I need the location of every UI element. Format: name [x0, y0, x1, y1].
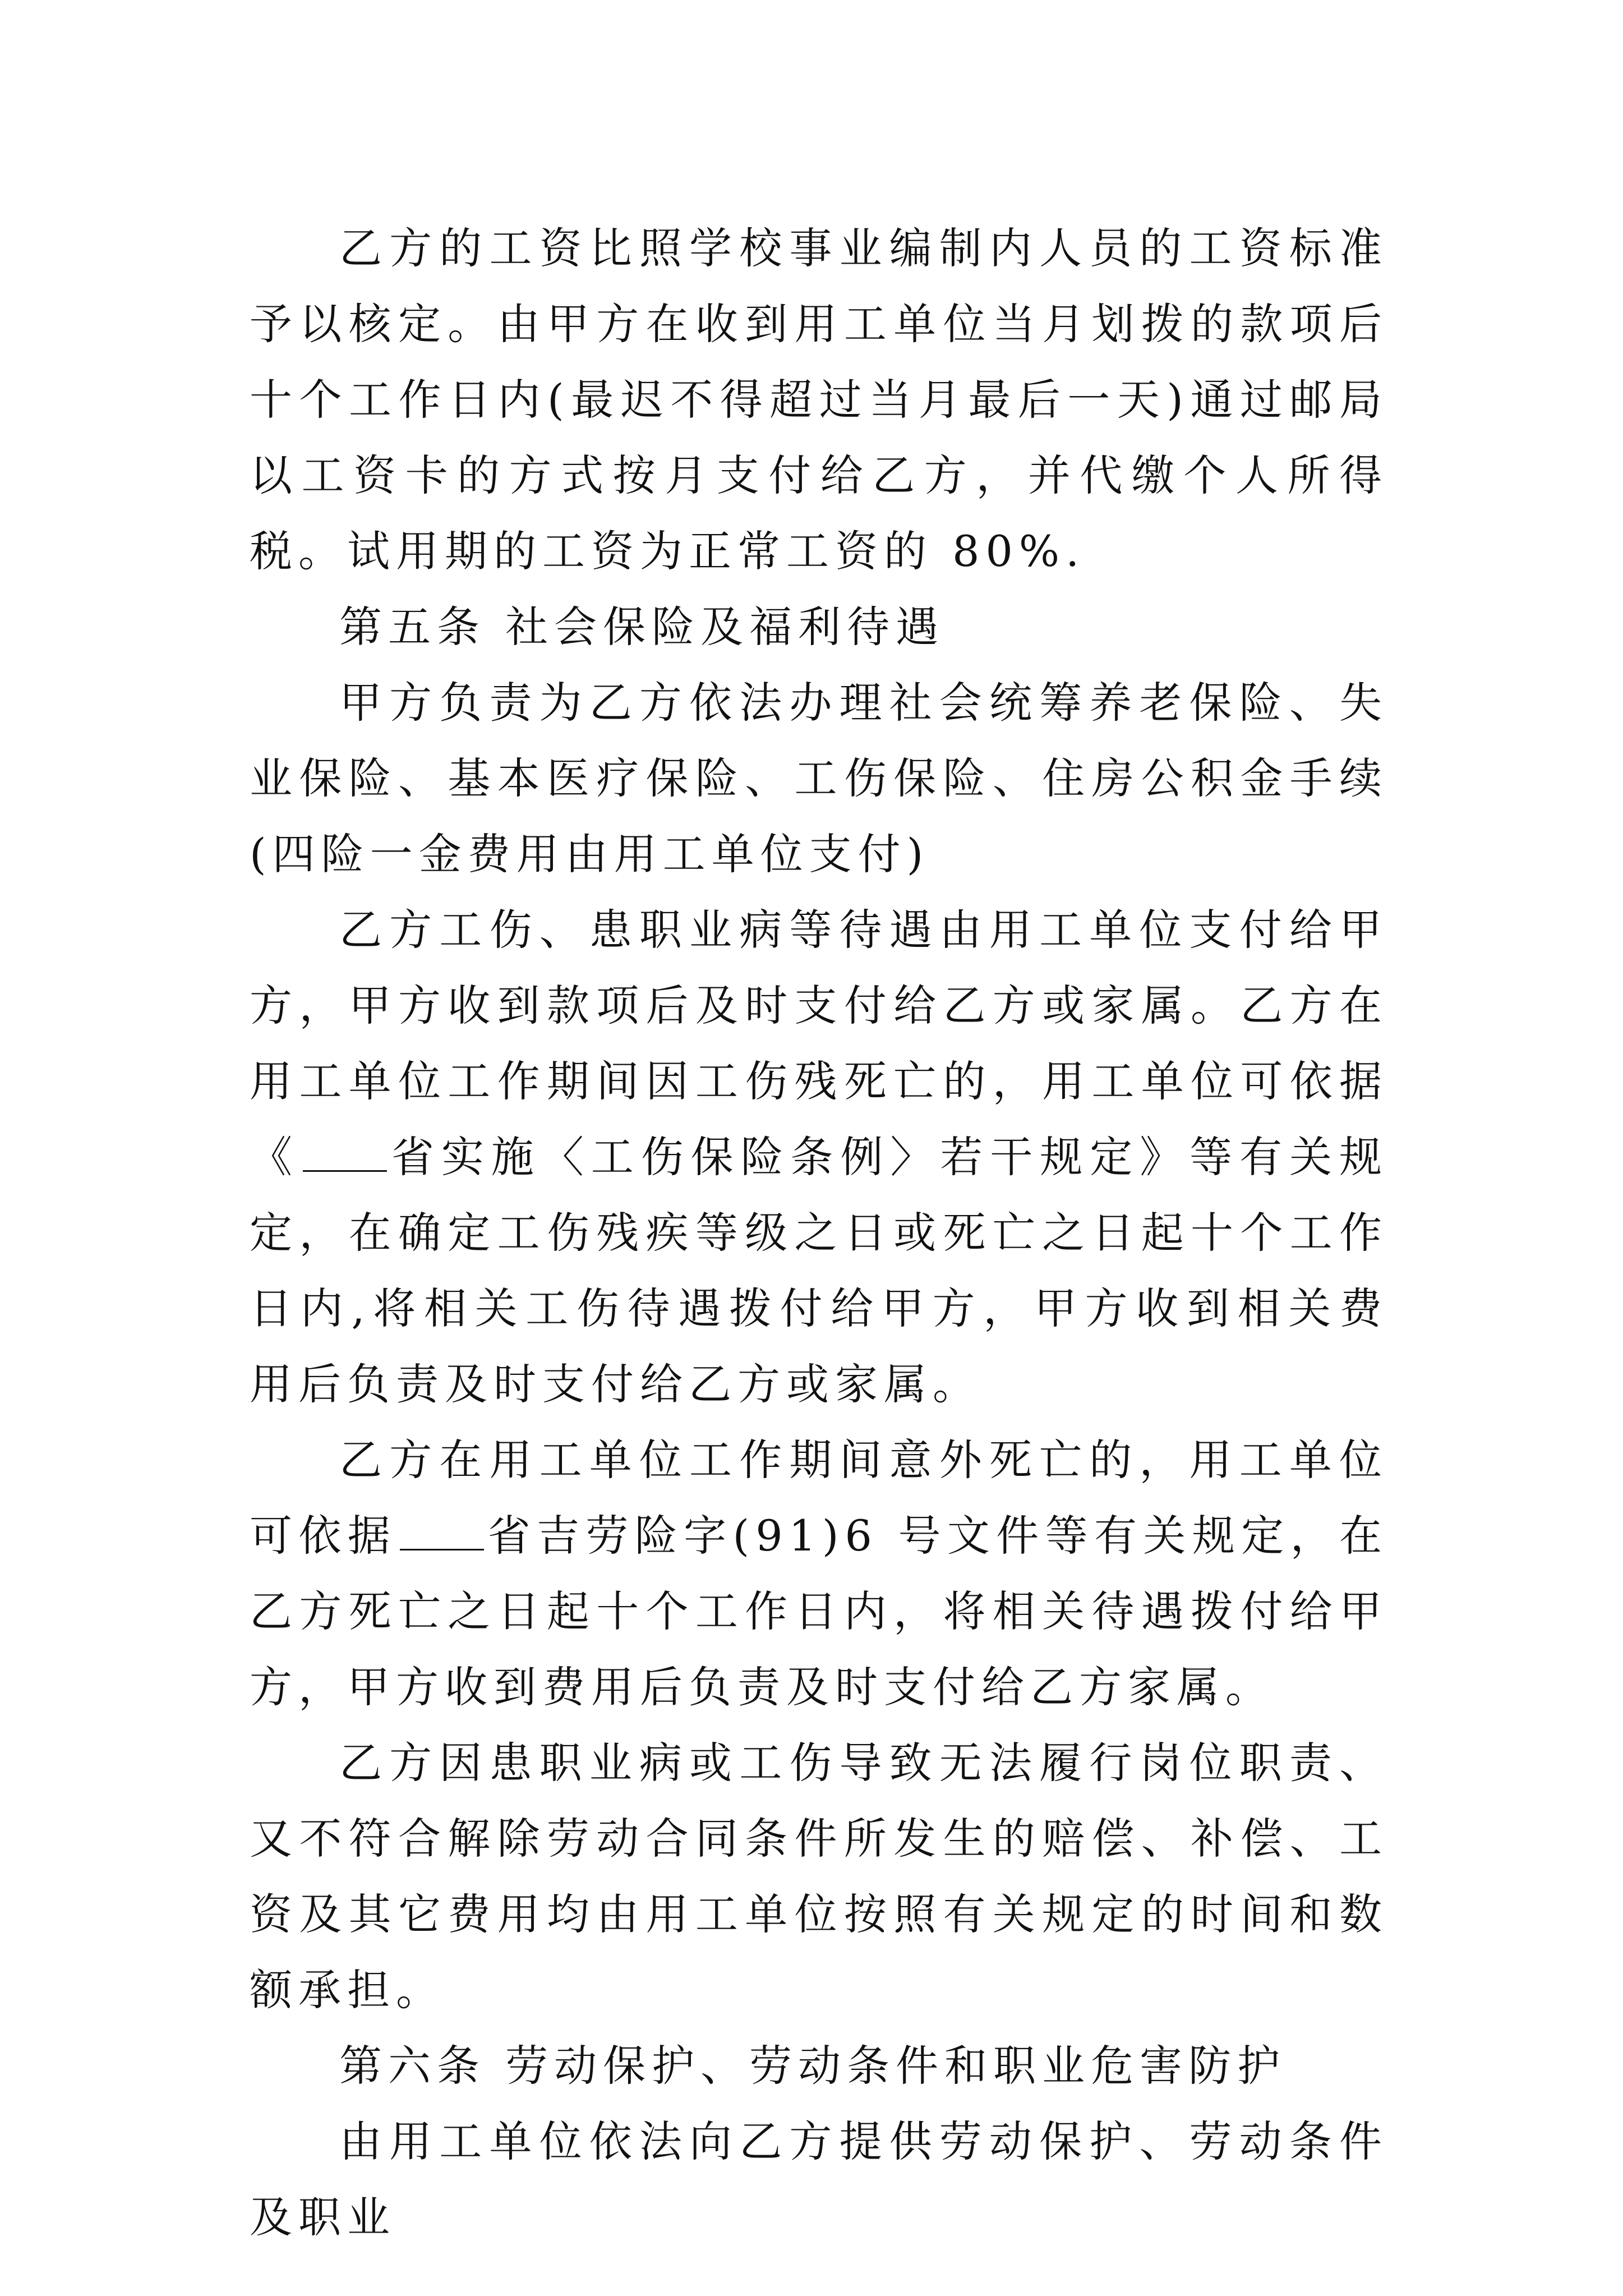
paragraph-accidental-death	[250, 1422, 1388, 1725]
article-6-heading: 第六条 劳动保护、劳动条件和职业危害防护	[339, 2041, 1287, 2091]
paragraph-work-injury	[250, 892, 1388, 1422]
paragraph-occupational-disease: 乙方因患职业病或工伤导致无法履行岗位职责、又不符合解除劳动合同条件所发生的赔偿、补偿、工资及其它费用均由用工单位按照有关规定的时间和数额承担。	[250, 1738, 1388, 2015]
paragraph-social-insurance: 甲方负责为乙方依法办理社会统筹养老保险、失业保险、基本医疗保险、工伤保险、住房公积金手续(四险一金费用由用工单位支付)	[250, 678, 1388, 879]
paragraph-accidental-death-text-2: 省吉劳险字(91)6 号文件等有关规定，在乙方死亡之日起十个工作日内，将相关待遇拨付给甲方，甲方收到费用后负责及时支付给乙方家属。	[250, 1511, 1388, 1712]
paragraph-work-injury-text-2: 省实施〈工伤保险条例〉若干规定》等有关规定，在确定工伤残疾等级之日或死亡之日起十个工作日内,将相关工伤待遇拨付给甲方，甲方收到相关费用后负责及时支付给乙方或家属。	[250, 1132, 1389, 1409]
paragraph-salary: 乙方的工资比照学校事业编制内人员的工资标准予以核定。由甲方在收到用工单位当月划拨的款项后十个工作日内(最迟不得超过当月最后一天)通过邮局以工资卡的方式按月支付给乙方，并代缴个人所得税。试用期的工资为正常工资的 80%.	[250, 223, 1388, 576]
paragraph-labor-protection: 由用工单位依法向乙方提供劳动保护、劳动条件及职业	[250, 2116, 1388, 2242]
fill-in-blank	[400, 1510, 484, 1550]
document-body	[250, 210, 1388, 2255]
fill-in-blank	[303, 1131, 387, 1172]
paragraph-work-injury-text-1: 乙方工伤、患职业病等待遇由用工单位支付给甲方，甲方收到款项后及时支付给乙方或家属。乙方在用工单位工作期间因工伤残死亡的，用工单位可依据《	[250, 905, 1388, 1182]
article-5-heading: 第五条 社会保险及福利待遇	[339, 602, 945, 652]
paragraph-accidental-death-text-1: 乙方在用工单位工作期间意外死亡的，用工单位可依据	[250, 1435, 1388, 1561]
